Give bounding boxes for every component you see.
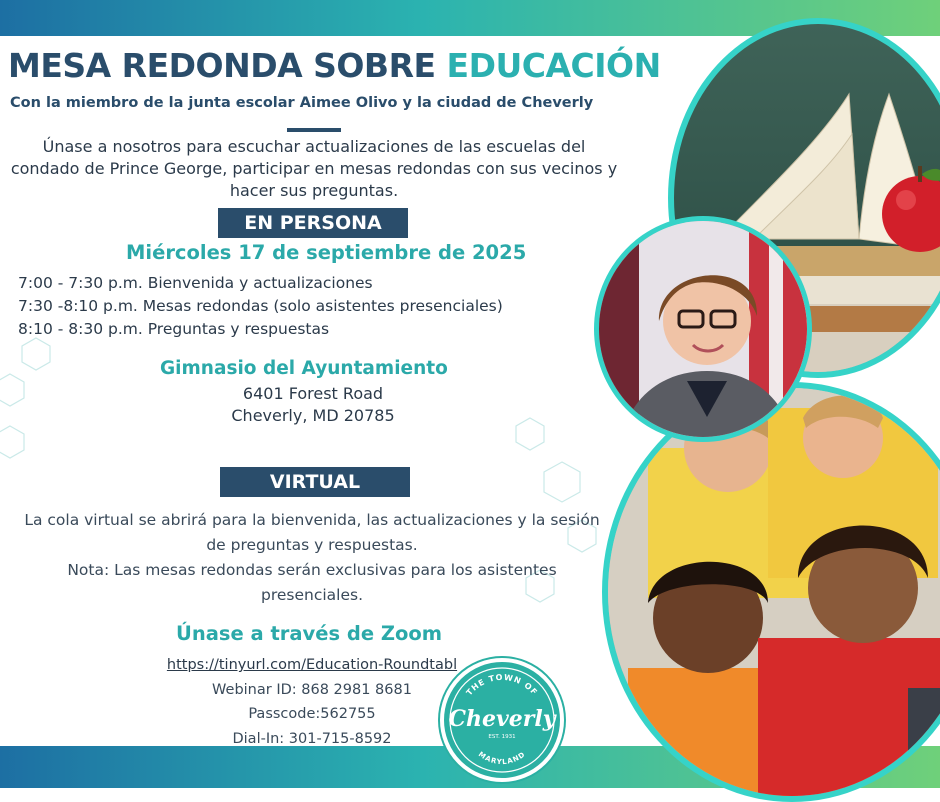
seal-est: EST. 1931 bbox=[488, 734, 516, 740]
in-person-label: EN PERSONA bbox=[218, 208, 408, 238]
title-accent: EDUCACIÓN bbox=[446, 46, 661, 85]
address-line: Cheverly, MD 20785 bbox=[231, 406, 395, 425]
virtual-text: La cola virtual se abrirá para la bienvenida, las actualizaciones y la sesión de preguntas y respuestas. bbox=[24, 511, 600, 554]
portrait-illustration bbox=[599, 221, 812, 442]
town-seal-logo bbox=[440, 658, 564, 782]
schedule-item: 7:30 -8:10 p.m. Mesas redondas (solo asistentes presenciales) bbox=[18, 297, 503, 315]
schedule-item: 8:10 - 8:30 p.m. Preguntas y respuestas bbox=[18, 320, 330, 338]
seal-artwork bbox=[444, 662, 560, 778]
seal-name: Cheverly bbox=[448, 706, 556, 732]
zoom-heading: Únase a través de Zoom bbox=[176, 622, 443, 645]
portrait-photo bbox=[594, 216, 812, 442]
svg-text:THE TOWN OF bbox=[465, 673, 540, 698]
address-line: 6401 Forest Road bbox=[242, 384, 384, 403]
zoom-details bbox=[132, 653, 492, 751]
intro-paragraph: Únase a nosotros para escuchar actualizaciones de las escuelas del condado de Prince George, participar en mesas redondas con sus vecinos y hacer sus preguntas. bbox=[10, 137, 618, 200]
webinar-id: Webinar ID: 868 2981 8681 bbox=[212, 681, 412, 698]
virtual-label: VIRTUAL bbox=[220, 467, 410, 497]
page-subtitle: Con la miembro de la junta escolar Aimee Olivo y la ciudad de Cheverly bbox=[10, 95, 594, 111]
schedule-item: 7:00 - 7:30 p.m. Bienvenida y actualizaciones bbox=[18, 274, 373, 292]
seal-top-text: THE TOWN OF bbox=[464, 672, 540, 698]
venue-address bbox=[160, 383, 466, 427]
seal-bottom-text: MARYLAND bbox=[476, 750, 528, 767]
venue-name: Gimnasio del Ayuntamiento bbox=[160, 358, 448, 379]
kids-photo bbox=[602, 382, 940, 802]
title-divider bbox=[287, 128, 341, 132]
svg-text:MARYLAND bbox=[477, 750, 527, 766]
dial-in: Dial-In: 301-715-8592 bbox=[232, 730, 392, 747]
virtual-description bbox=[22, 508, 602, 608]
zoom-link[interactable]: https://tinyurl.com/Education-Roundtabl bbox=[166, 657, 458, 673]
passcode: Passcode:562755 bbox=[248, 706, 376, 722]
event-date: Miércoles 17 de septiembre de 2025 bbox=[126, 241, 527, 264]
virtual-note: Nota: Las mesas redondas serán exclusivas para los asistentes presenciales. bbox=[67, 561, 557, 604]
schedule-list bbox=[18, 272, 503, 341]
hexagon-pattern-left bbox=[0, 330, 60, 460]
page-title bbox=[8, 46, 661, 85]
title-main: MESA REDONDA SOBRE bbox=[8, 46, 447, 85]
kids-illustration bbox=[608, 388, 940, 802]
